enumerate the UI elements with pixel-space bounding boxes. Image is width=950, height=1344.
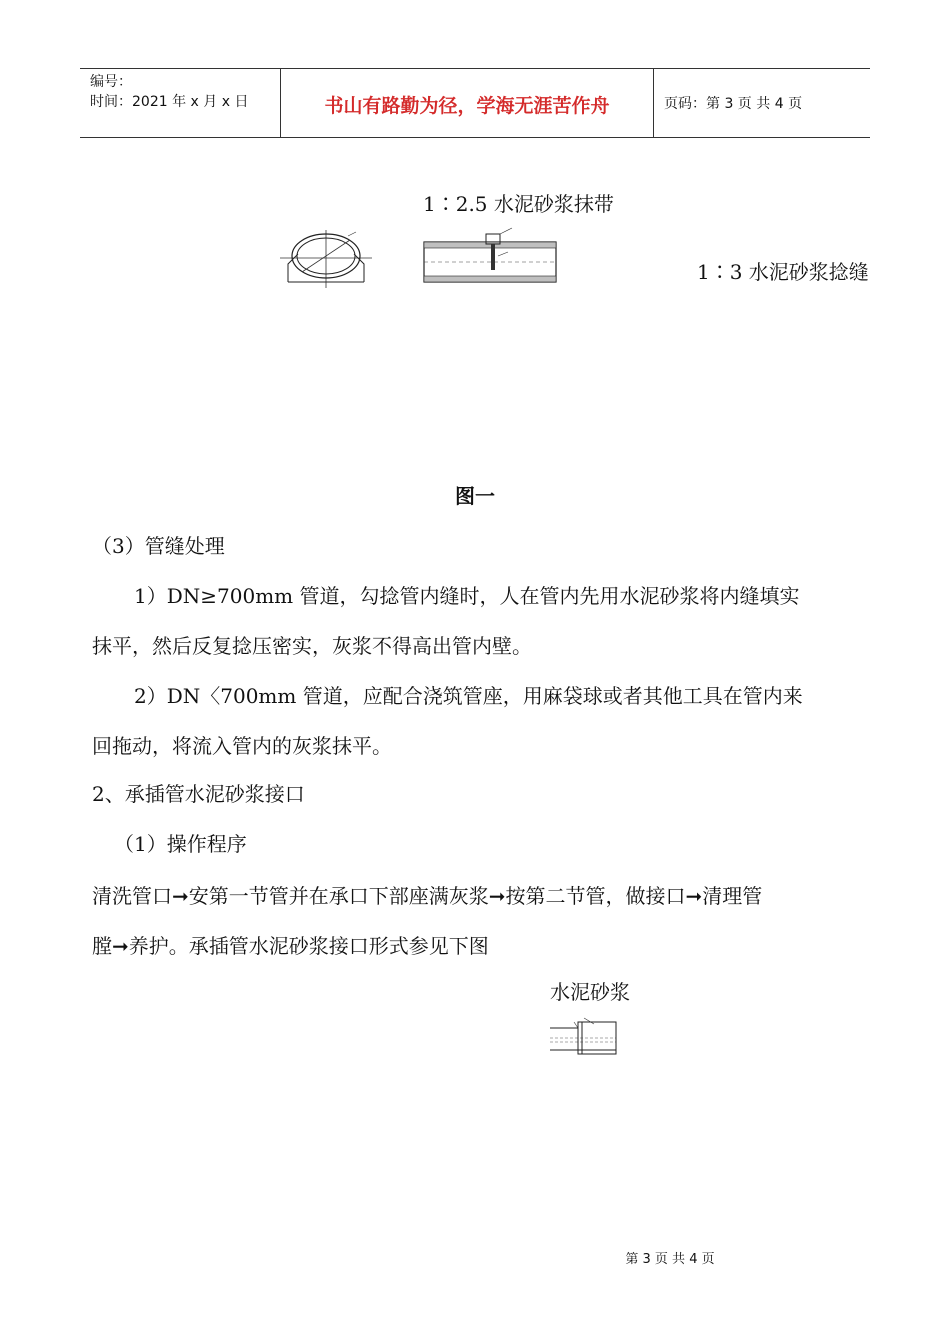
paragraph-dn-700-line2: 抹平，然后反复捻压密实，灰浆不得高出管内壁。 <box>92 634 532 658</box>
subsection-procedure: （1）操作程序 <box>114 832 247 856</box>
document-header <box>80 68 870 138</box>
pipe-cross-section-drawing <box>276 224 376 290</box>
date-line: 时间：2021 年 x 月 x 日 <box>90 94 249 110</box>
label-cement-mortar: 水泥砂浆 <box>550 980 630 1004</box>
pipe-joint-side-drawing <box>420 224 560 286</box>
label-mortar-band: 1∶2.5 水泥砂浆抹带 <box>423 192 614 216</box>
header-info-cell <box>80 69 281 137</box>
header-motto-cell <box>281 69 654 137</box>
page-info: 页码：第 3 页 共 4 页 <box>664 96 803 112</box>
header-page-cell <box>654 69 870 137</box>
procedure-line2: 膛➞养护。承插管水泥砂浆接口形式参见下图 <box>92 934 489 958</box>
number-label: 编号： <box>90 74 132 90</box>
paragraph-dn-small-line2: 回拖动，将流入管内的灰浆抹平。 <box>92 734 392 758</box>
figure-1-title: 图一 <box>455 484 495 508</box>
section-seam-treatment: （3）管缝处理 <box>92 534 225 558</box>
section-socket-joint: 2、承插管水泥砂浆接口 <box>92 782 305 806</box>
procedure-line1: 清洗管口➞安第一节管并在承口下部座满灰浆➞按第二节管，做接口➞清理管 <box>92 884 763 908</box>
paragraph-dn-small-line1: 2）DN〈700mm 管道，应配合浇筑管座，用麻袋球或者其他工具在管内来 <box>134 684 803 708</box>
label-mortar-seam: 1∶3 水泥砂浆捻缝 <box>697 260 869 284</box>
socket-joint-drawing <box>546 1016 620 1058</box>
page-footer: 第 3 页 共 4 页 <box>625 1252 715 1267</box>
paragraph-dn-700-line1: 1）DN≥700mm 管道，勾捻管内缝时，人在管内先用水泥砂浆将内缝填实 <box>134 584 800 608</box>
motto: 书山有路勤为径，学海无涯苦作舟 <box>324 95 610 117</box>
